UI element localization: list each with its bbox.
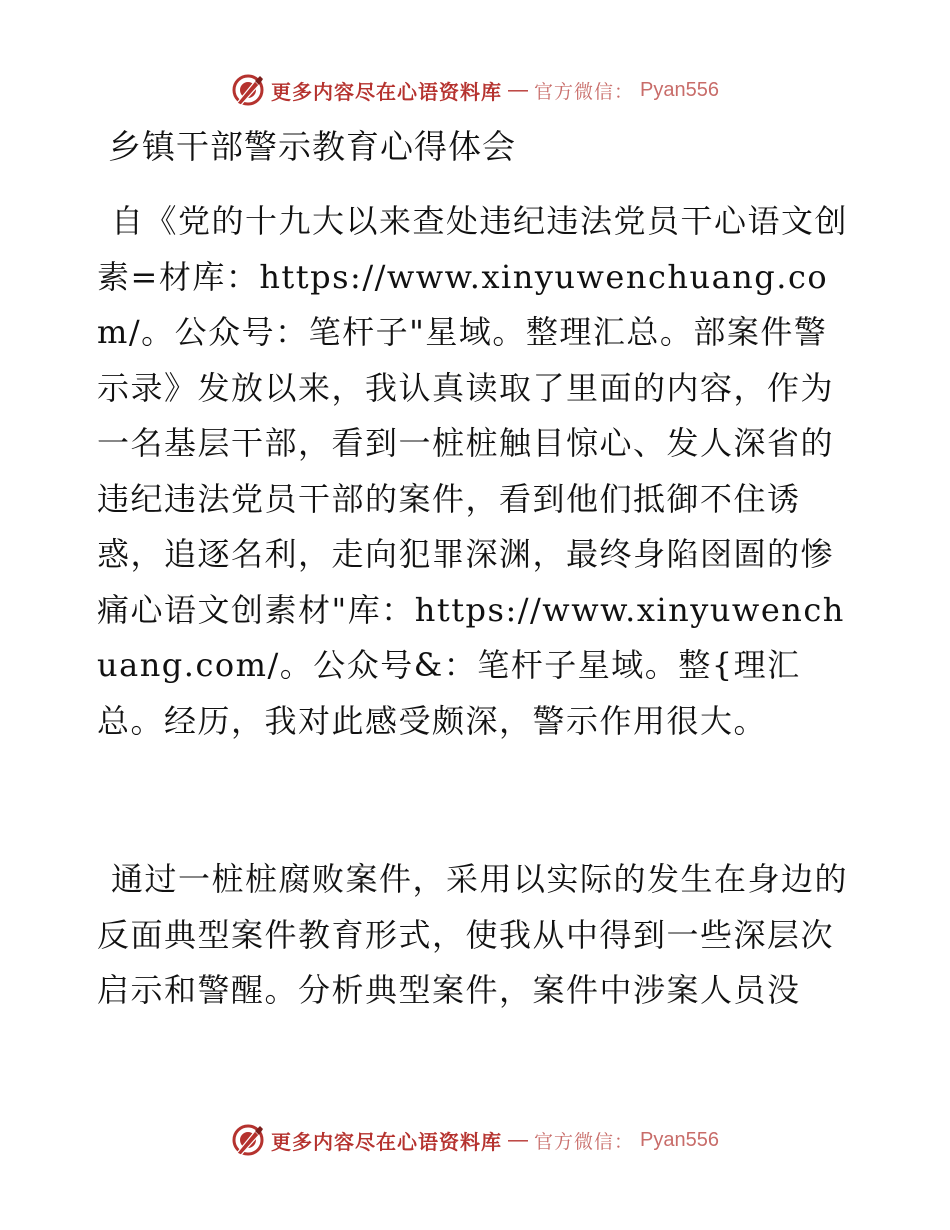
watermark-main-text: 更多内容尽在心语资料库 — [271, 1129, 502, 1154]
watermark-main-text: 更多内容尽在心语资料库 — [271, 79, 502, 104]
pen-in-circle-logo-icon — [231, 73, 265, 107]
body-paragraph-1: 自《党的十九大以来查处违纪违法党员干心语文创素=材库：https://www.xinyuwenchuang.com/。公众号：笔杆子"星域。整理汇总。部案件警示录》发放以来，我认真读取了里面的内容，作为一名基层干部，看到一桩桩触目惊心、发人深省的违纪违法党员干部的案件，看到他们抵御不住诱惑，追逐名利，走向犯罪深渊，最终身陷囹圄的惨痛心语文创素材"库：https://www.xinyuwenchuang.com/。公众号&：笔杆子星域。整{理汇总。经历，我对此感受颇深，警示作用很大。 — [97, 202, 849, 740]
header-watermark-content — [231, 73, 719, 107]
document-title: 乡镇干部警示教育心得体会 — [108, 127, 516, 166]
pen-in-circle-logo-icon — [231, 1123, 265, 1157]
footer-watermark-content — [231, 1123, 719, 1157]
body-paragraph-2: 通过一桩桩腐败案件，采用以实际的发生在身边的反面典型案件教育形式，使我从中得到一些深层次启示和警醒。分析典型案件，案件中涉案人员没 — [97, 860, 849, 1009]
watermark-separator: — — [508, 1128, 528, 1151]
footer-watermark-banner — [0, 1120, 950, 1160]
watermark-wechat-id: Pyan556 — [640, 78, 719, 101]
watermark-wechat-id: Pyan556 — [640, 1128, 719, 1151]
watermark-wechat-label: 官方微信： — [534, 80, 635, 103]
watermark-wechat-label: 官方微信： — [534, 1130, 635, 1153]
watermark-separator: — — [508, 78, 528, 101]
header-watermark-banner — [0, 70, 950, 110]
